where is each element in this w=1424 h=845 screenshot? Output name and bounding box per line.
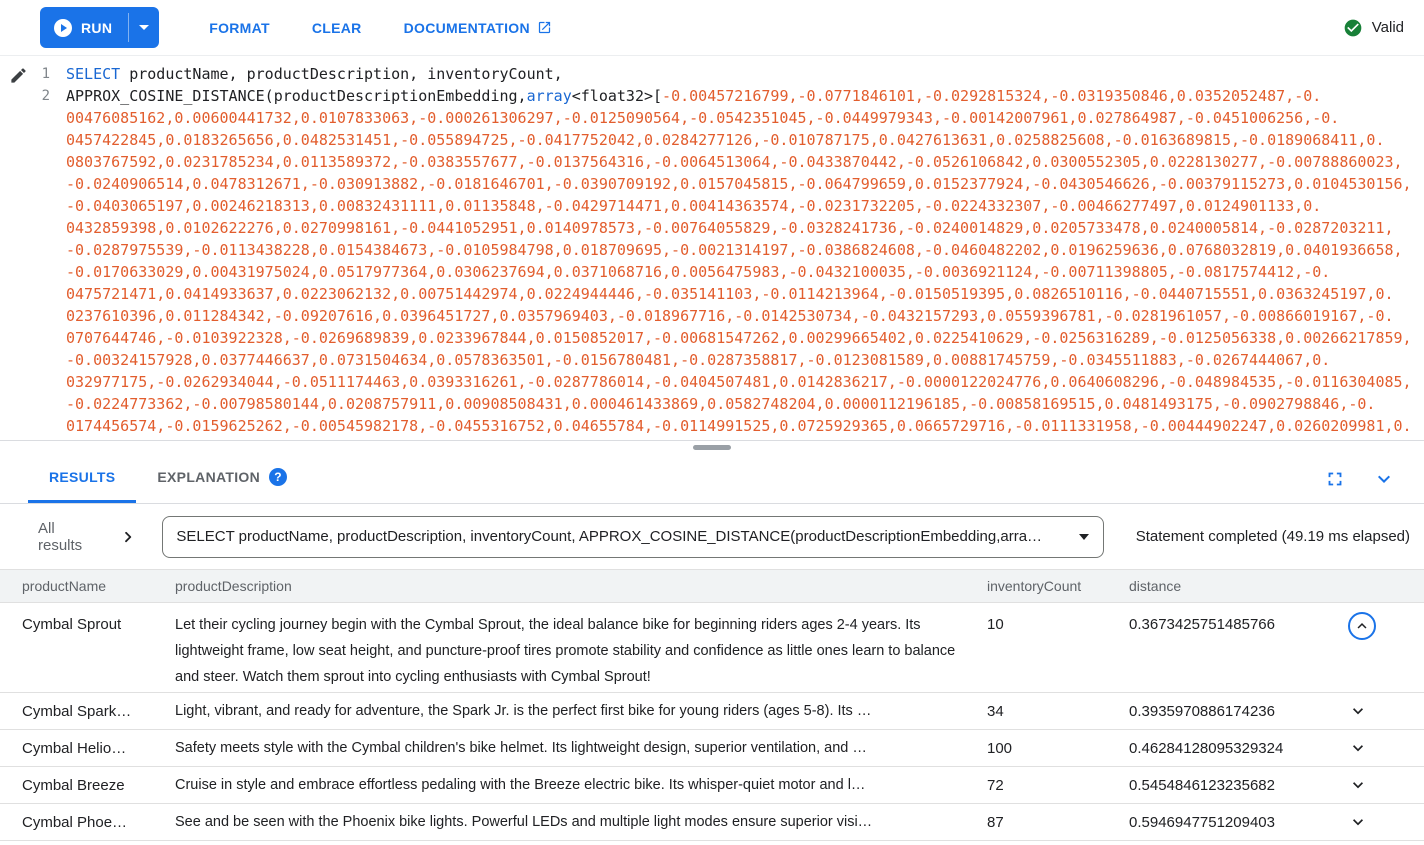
code-segment: -0.0224773362,-0.00798580144,0.0208757911,0.00908508431,0.000461433869,0.0582748204,0.0000112196185,-0.00858169515,0.0481493175,-0.0902798846,-0.: [66, 395, 1376, 413]
code-text[interactable]: [58, 63, 1424, 85]
code-lines: [0, 63, 1424, 437]
code-segment: 0237610396,0.011284342,-0.09207616,0.0396451727,0.0357969403,-0.018967716,-0.0142530734,-0.0432157293,0.0559396781,-0.0281961057,-0.00866019167,-0.: [66, 307, 1394, 325]
line-number: [0, 129, 58, 151]
table-row: [0, 693, 1424, 730]
line-number: 1: [41, 66, 50, 82]
cell-distance: 0.3673425751485766: [1129, 616, 1275, 633]
code-segment: 0457422845,0.0183265656,0.0482531451,-0.055894725,-0.0417752042,0.0284277126,-0.010787175,0.0427613631,0.0258825608,-0.0163689815,-0.0189068411,0.: [66, 131, 1385, 149]
code-segment: <float32>[: [571, 87, 663, 105]
status-text: Statement completed (49.19 ms elapsed): [1135, 528, 1411, 545]
sql-editor[interactable]: [0, 56, 1424, 441]
cell-product-name: Cymbal Phoe…: [22, 813, 128, 831]
chevron-down-icon[interactable]: [1348, 738, 1368, 758]
cell-inventory-count: 10: [987, 616, 1004, 633]
play-icon: [54, 19, 72, 37]
table-header: [0, 569, 1424, 603]
row-expander: [1340, 701, 1424, 721]
line-number: [0, 415, 58, 437]
results-tabs: [0, 454, 1424, 504]
cell-product-description: Cruise in style and embrace effortless pedaling with the Breeze electric bike. Its whisper-quiet motor and l…: [175, 777, 866, 793]
valid-label: Valid: [1371, 19, 1404, 36]
run-label: RUN: [81, 19, 113, 36]
line-number: [0, 239, 58, 261]
code-text[interactable]: [58, 85, 1424, 107]
line-number: 2: [41, 88, 50, 104]
code-segment: 0707644746,-0.0103922328,-0.0269689839,0.0233967844,0.0150852017,-0.00681547262,0.00299665402,0.0225410629,-0.0256316289,-0.0125056338,0.00266217859,: [66, 329, 1412, 347]
splitter-row: [0, 441, 1424, 454]
code-segment: 0475721471,0.0414933637,0.0223062132,0.00751442974,0.0224944446,-0.035141103,-0.0114213964,-0.0150519395,0.0826510116,-0.0440715551,0.0363245197,0.: [66, 285, 1394, 303]
code-line[interactable]: [0, 151, 1424, 173]
code-text[interactable]: [58, 415, 1424, 437]
line-number: [0, 283, 58, 305]
chevron-down-icon[interactable]: [1348, 775, 1368, 795]
validation-status: [1343, 18, 1404, 38]
query-dropdown-text: SELECT productName, productDescription, inventoryCount, APPROX_COSINE_DISTANCE(productDescriptionEmbedding,arra…: [176, 528, 1043, 545]
code-segment: APPROX_COSINE_DISTANCE(productDescriptionEmbedding,: [66, 87, 527, 105]
code-text[interactable]: [58, 283, 1424, 305]
chevron-down-icon[interactable]: [1348, 812, 1368, 832]
cell-inventory-count: 34: [987, 702, 1004, 720]
format-button[interactable]: FORMAT: [209, 19, 270, 36]
code-text[interactable]: [58, 173, 1424, 195]
code-segment: -0.0287975539,-0.0113438228,0.0154384673,-0.0105984798,0.018709695,-0.0021314197,-0.0386824608,-0.0460482202,0.0196259636,0.0768032819,0.0401936658,: [66, 241, 1403, 259]
line-number: [0, 371, 58, 393]
col-product-description: productDescription: [175, 578, 292, 594]
code-line[interactable]: [0, 239, 1424, 261]
code-segment: -0.0403065197,0.00246218313,0.00832431111,0.01135848,-0.0429714471,0.00414363574,-0.0231732205,-0.0224332307,-0.00466277497,0.0124901133,0.: [66, 197, 1322, 215]
code-line[interactable]: [0, 327, 1424, 349]
documentation-label: DOCUMENTATION: [403, 19, 530, 36]
cell-product-description: Light, vibrant, and ready for adventure, the Spark Jr. is the perfect first bike for young riders (ages 5-8). Its …: [175, 703, 872, 719]
chevron-down-icon[interactable]: [1348, 701, 1368, 721]
line-number: [0, 349, 58, 371]
code-segment: productName, productDescription, inventoryCount,: [120, 65, 563, 83]
line-number: [0, 393, 58, 415]
cell-distance: 0.5946947751209403: [1129, 813, 1275, 831]
code-segment: -0.00324157928,0.0377446637,0.0731504634,0.0578363501,-0.0156780481,-0.0287358817,-0.0123081589,0.00881745759,-0.0345511883,-0.0267444067,0.: [66, 351, 1331, 369]
code-text[interactable]: [58, 371, 1424, 393]
code-line[interactable]: [0, 283, 1424, 305]
code-line[interactable]: [0, 415, 1424, 437]
code-line[interactable]: [0, 393, 1424, 415]
line-number: [0, 151, 58, 173]
cell-product-name: Cymbal Spark…: [22, 702, 132, 720]
code-text[interactable]: [58, 217, 1424, 239]
cell-distance: 0.46284128095329324: [1129, 739, 1284, 757]
code-segment: -0.00457216799,-0.0771846101,-0.0292815324,-0.0319350846,0.0352052487,-0.: [662, 87, 1322, 105]
code-line[interactable]: [0, 195, 1424, 217]
table-row: [0, 603, 1424, 693]
line-number: [0, 261, 58, 283]
panel-icons: [1324, 454, 1404, 503]
code-text[interactable]: [58, 305, 1424, 327]
line-number: [0, 195, 58, 217]
tabs-spacer: [308, 454, 1324, 503]
code-line[interactable]: [0, 349, 1424, 371]
clear-button[interactable]: CLEAR: [311, 19, 362, 36]
code-line[interactable]: [0, 305, 1424, 327]
line-number: [0, 173, 58, 195]
tab-explanation[interactable]: [136, 454, 308, 503]
code-line[interactable]: [0, 107, 1424, 129]
table-row: [0, 730, 1424, 767]
row-expander: [1340, 775, 1424, 795]
line-number: [0, 217, 58, 239]
run-button-main[interactable]: [40, 7, 128, 48]
all-results-label: All results: [38, 519, 83, 554]
col-product-name: productName: [22, 578, 107, 594]
code-line[interactable]: [0, 217, 1424, 239]
code-text[interactable]: [58, 261, 1424, 283]
line-number: [0, 327, 58, 349]
edit-pencil-icon: [9, 66, 28, 85]
line-number: [0, 305, 58, 327]
chevron-right-icon[interactable]: [117, 526, 139, 548]
tab-results-label: RESULTS: [49, 469, 116, 485]
help-icon[interactable]: ?: [269, 468, 287, 486]
code-text[interactable]: [58, 129, 1424, 151]
query-toolbar: [0, 0, 1424, 56]
code-line[interactable]: [0, 173, 1424, 195]
code-text[interactable]: [58, 393, 1424, 415]
code-text[interactable]: [58, 151, 1424, 173]
code-segment: 032977175,-0.0262934044,-0.0511174463,0.0393316261,-0.0287786014,-0.0404507481,0.0142836217,-0.0000122024776,0.0640608296,-0.048984535,-0.0116304085,: [66, 373, 1412, 391]
row-expander: [1340, 812, 1424, 832]
cell-distance: 0.5454846123235682: [1129, 776, 1275, 794]
code-line[interactable]: [0, 371, 1424, 393]
code-text[interactable]: [58, 195, 1424, 217]
collapse-row-button[interactable]: [1348, 612, 1376, 640]
valid-check-icon: [1343, 18, 1363, 38]
dropdown-caret-icon: [1079, 534, 1089, 540]
documentation-link[interactable]: [404, 20, 552, 36]
code-text[interactable]: [58, 349, 1424, 371]
code-line[interactable]: [0, 63, 1424, 85]
collapse-panel-chevron-icon[interactable]: [1372, 467, 1396, 491]
run-button[interactable]: [40, 7, 159, 48]
cell-product-description: Safety meets style with the Cymbal children's bike helmet. Its lightweight design, superior ventilation, and …: [175, 740, 867, 756]
cell-product-description: Let their cycling journey begin with the Cymbal Sprout, the ideal balance bike for beginning riders ages 2-4 years. Its lightweight frame, low seat height, and puncture-proof tires promote stability and confidence as little ones learn to balance and steer. Watch them sprout into cycling enthusiasts with Cymbal Sprout!: [175, 617, 956, 685]
cell-inventory-count: 100: [987, 739, 1013, 757]
code-segment: -0.0240906514,0.0478312671,-0.030913882,-0.0181646701,-0.0390709192,0.0157045815,-0.064799659,0.0152377924,-0.0430546626,-0.00379115273,0.0104530156,: [66, 175, 1412, 193]
code-segment: array: [526, 87, 572, 105]
results-query-bar: [0, 504, 1424, 569]
cell-product-name: Cymbal Breeze: [22, 776, 125, 794]
code-line[interactable]: [0, 129, 1424, 151]
external-link-icon: [537, 20, 552, 35]
col-distance: distance: [1129, 578, 1182, 594]
tab-results[interactable]: [28, 454, 136, 503]
run-dropdown-caret-icon[interactable]: [129, 7, 159, 48]
code-segment: 0432859398,0.0102622276,0.0270998161,-0.0441052951,0.0140978573,-0.00764055829,-0.0328241736,-0.0240014829,0.0205733478,0.0240005814,-0.0287203211,: [66, 219, 1394, 237]
fullscreen-icon[interactable]: [1324, 468, 1346, 490]
tab-explanation-label: EXPLANATION: [157, 469, 261, 485]
cell-product-name: Cymbal Sprout: [22, 616, 122, 633]
row-expander: [1340, 612, 1424, 640]
results-rows: [0, 603, 1424, 841]
code-segment: -0.0170633029,0.00431975024,0.0517977364,0.0306237694,0.0371068716,0.0056475983,-0.0432100035,-0.0036921124,-0.00711398805,-0.0817574412,-0.: [66, 263, 1331, 281]
code-line[interactable]: [0, 85, 1424, 107]
code-segment: 0803767592,0.0231785234,0.0113589372,-0.0383557677,-0.0137564316,-0.0064513064,-0.0433870442,-0.0526106842,0.0300552305,0.0228130277,-0.00788860023,: [66, 153, 1403, 171]
panel-resize-handle[interactable]: [693, 445, 731, 450]
code-text[interactable]: [58, 239, 1424, 261]
code-segment: 0174456574,-0.0159625262,-0.00545982178,-0.0455316752,0.04655784,-0.0114991525,0.0725929365,0.0665729716,-0.0111331958,-0.00444902247,0.0260209981,0.: [66, 417, 1412, 435]
row-expander: [1340, 738, 1424, 758]
cell-distance: 0.3935970886174236: [1129, 702, 1275, 720]
table-row: [0, 804, 1424, 841]
code-line[interactable]: [0, 261, 1424, 283]
line-number: [0, 107, 58, 129]
code-segment: SELECT: [66, 65, 121, 83]
table-row: [0, 767, 1424, 804]
cell-product-description: See and be seen with the Phoenix bike lights. Powerful LEDs and multiple light modes ensure superior visi…: [175, 814, 873, 830]
chevron-up-icon: [1353, 617, 1371, 635]
cell-inventory-count: 72: [987, 776, 1004, 794]
code-text[interactable]: [58, 107, 1424, 129]
cell-inventory-count: 87: [987, 813, 1004, 831]
col-inventory-count: inventoryCount: [987, 578, 1082, 594]
cell-product-name: Cymbal Helio…: [22, 739, 127, 757]
query-dropdown[interactable]: [162, 516, 1103, 558]
code-text[interactable]: [58, 327, 1424, 349]
code-segment: 00476085162,0.00600441732,0.0107833063,-0.000261306297,-0.0125090564,-0.0542351045,-0.0449979343,-0.00142007961,0.027864987,-0.0451006256,-0.: [66, 109, 1340, 127]
